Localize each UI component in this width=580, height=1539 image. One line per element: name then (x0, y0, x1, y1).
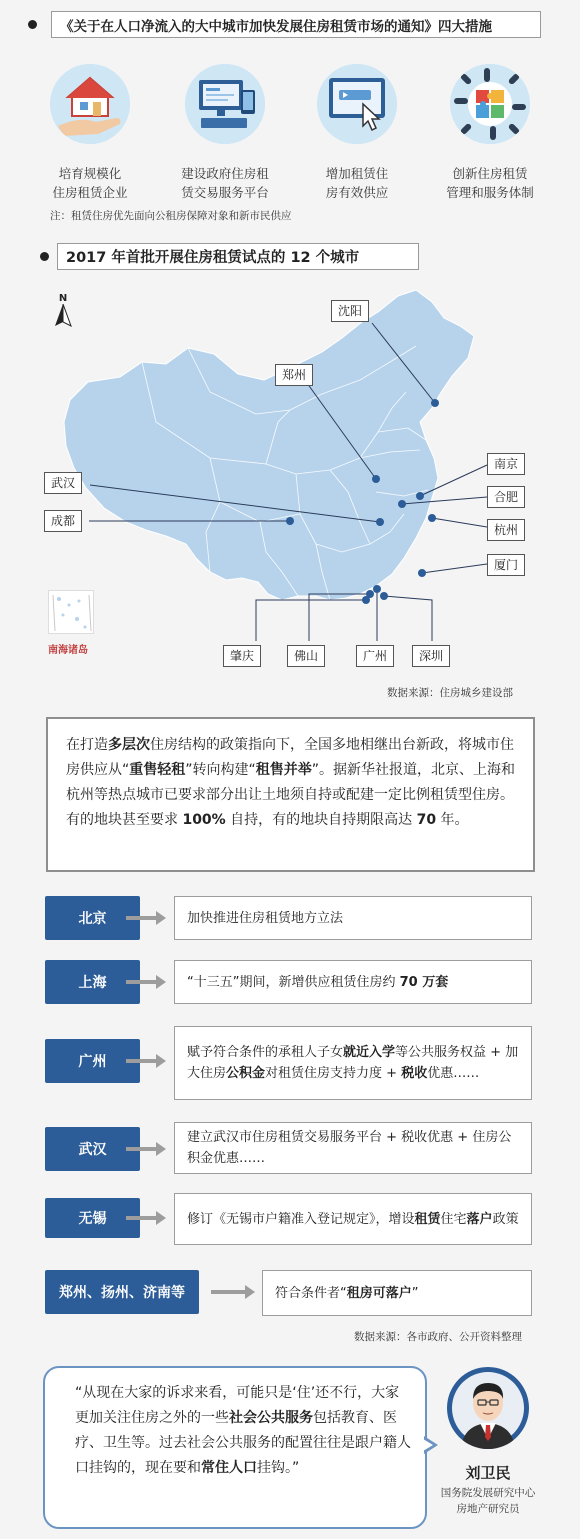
map-label-foshan: 佛山 (287, 645, 325, 667)
arrow-right-icon (126, 911, 166, 925)
section-title-cities: 2017 年首批开展住房租赁试点的 12 个城市 (57, 243, 419, 270)
section-title-measures: 《关于在人口净流入的大中城市加快发展住房租赁市场的通知》四大措施 (51, 11, 541, 38)
arrow-right-icon (126, 1211, 166, 1225)
speaker-title-line1: 国务院发展研究中心 (440, 1487, 536, 1499)
measure-label-line1: 创新住房租赁 (452, 166, 528, 181)
city-policy-desc: “十三五”期间，新增供应租赁住房约 70 万套 (174, 960, 532, 1004)
measure-label-line1: 培育规模化 (58, 166, 122, 181)
quote-text: “从现在大家的诉求来看，可能只是‘住’还不行，大家更加关注住房之外的一些社会公共服务包括教育、医疗、卫生等。过去社会公共服务的配置往往是跟户籍人口挂钩的，现在要和常住人口挂钩。” (75, 1385, 411, 1476)
city-policy-desc: 加快推进住房租赁地方立法 (174, 896, 532, 940)
quote-bubble (43, 1366, 427, 1529)
map-source: 数据来源：住房城乡建设部 (387, 687, 513, 699)
measure-label-line1: 建设政府住房租 (181, 166, 269, 181)
policy-text: 在打造多层次住房结构的政策指向下，全国多地相继出台新政，将城市住房供应从“重售轻租”转向构建“租售并举”。据新华社报道，北京、上海和杭州等热点城市已要求部分出让土地须自持或配建一定比例租赁型住房。有的地块甚至要求 100% 自持，有的地块自持期限高达 70 年。 (66, 737, 516, 828)
measure-label-line2: 管理和服务体制 (446, 185, 534, 200)
avatar (447, 1367, 529, 1449)
city-policy-desc: 建立武汉市住房租赁交易服务平台 + 税收优惠 + 住房公积金优惠…… (174, 1122, 532, 1174)
map-label-guangzhou: 广州 (356, 645, 394, 667)
map-label-hangzhou: 杭州 (487, 519, 525, 541)
arrow-right-icon (126, 975, 166, 989)
city-dots (286, 399, 439, 604)
map-label-chengdu: 成都 (44, 510, 82, 532)
policy-box (46, 717, 535, 872)
city-policy-desc: 赋予符合条件的承租人子女就近入学等公共服务权益 + 加大住房公积金对租赁住房支持力度 + 税收优惠…… (174, 1026, 532, 1100)
city-policy-desc: 符合条件者“租房可落户” (262, 1270, 532, 1316)
city-tag: 广州 (45, 1039, 140, 1083)
speaker-name: 刘卫民 (465, 1464, 511, 1482)
person-portrait-icon (447, 1367, 529, 1449)
arrow-right-icon (126, 1142, 166, 1156)
map-label-wuhan: 武汉 (44, 472, 82, 494)
city-policy-desc: 修订《无锡市户籍准入登记规定》，增设租赁住宅落户政策 (174, 1193, 532, 1245)
map-label-zhaoqing: 肇庆 (223, 645, 261, 667)
city-tag: 郑州、扬州、济南等 (45, 1270, 199, 1314)
speaker-title-line2: 房地产研究员 (456, 1503, 520, 1515)
arrow-right-icon (126, 1054, 166, 1068)
measure-label-line2: 住房租赁企业 (52, 185, 128, 200)
cities-source: 数据来源：各市政府、公开资料整理 (354, 1331, 522, 1343)
map-label-shenyang: 沈阳 (331, 300, 369, 322)
south-sea-label: 南海诸岛 (48, 645, 88, 656)
measures-note: 注：租赁住房优先面向公租房保障对象和新市民供应 (50, 210, 292, 222)
map-label-nanjing: 南京 (487, 453, 525, 475)
map-label-zhengzhou: 郑州 (275, 364, 313, 386)
map-leader-lines (0, 0, 580, 680)
map-label-xiamen: 厦门 (487, 554, 525, 576)
city-tag: 武汉 (45, 1127, 140, 1171)
map-label-hefei: 合肥 (487, 486, 525, 508)
city-tag: 无锡 (45, 1198, 140, 1238)
quote-tail-inner (423, 1439, 433, 1451)
measure-label-line2: 赁交易服务平台 (181, 185, 269, 200)
map-label-shenzhen: 深圳 (412, 645, 450, 667)
city-tag: 北京 (45, 896, 140, 940)
city-tag: 上海 (45, 960, 140, 1004)
measure-label-line2: 房有效供应 (325, 185, 389, 200)
measure-label-line1: 增加租赁住 (325, 166, 389, 181)
arrow-right-icon (211, 1285, 255, 1299)
north-label: N (58, 293, 68, 304)
